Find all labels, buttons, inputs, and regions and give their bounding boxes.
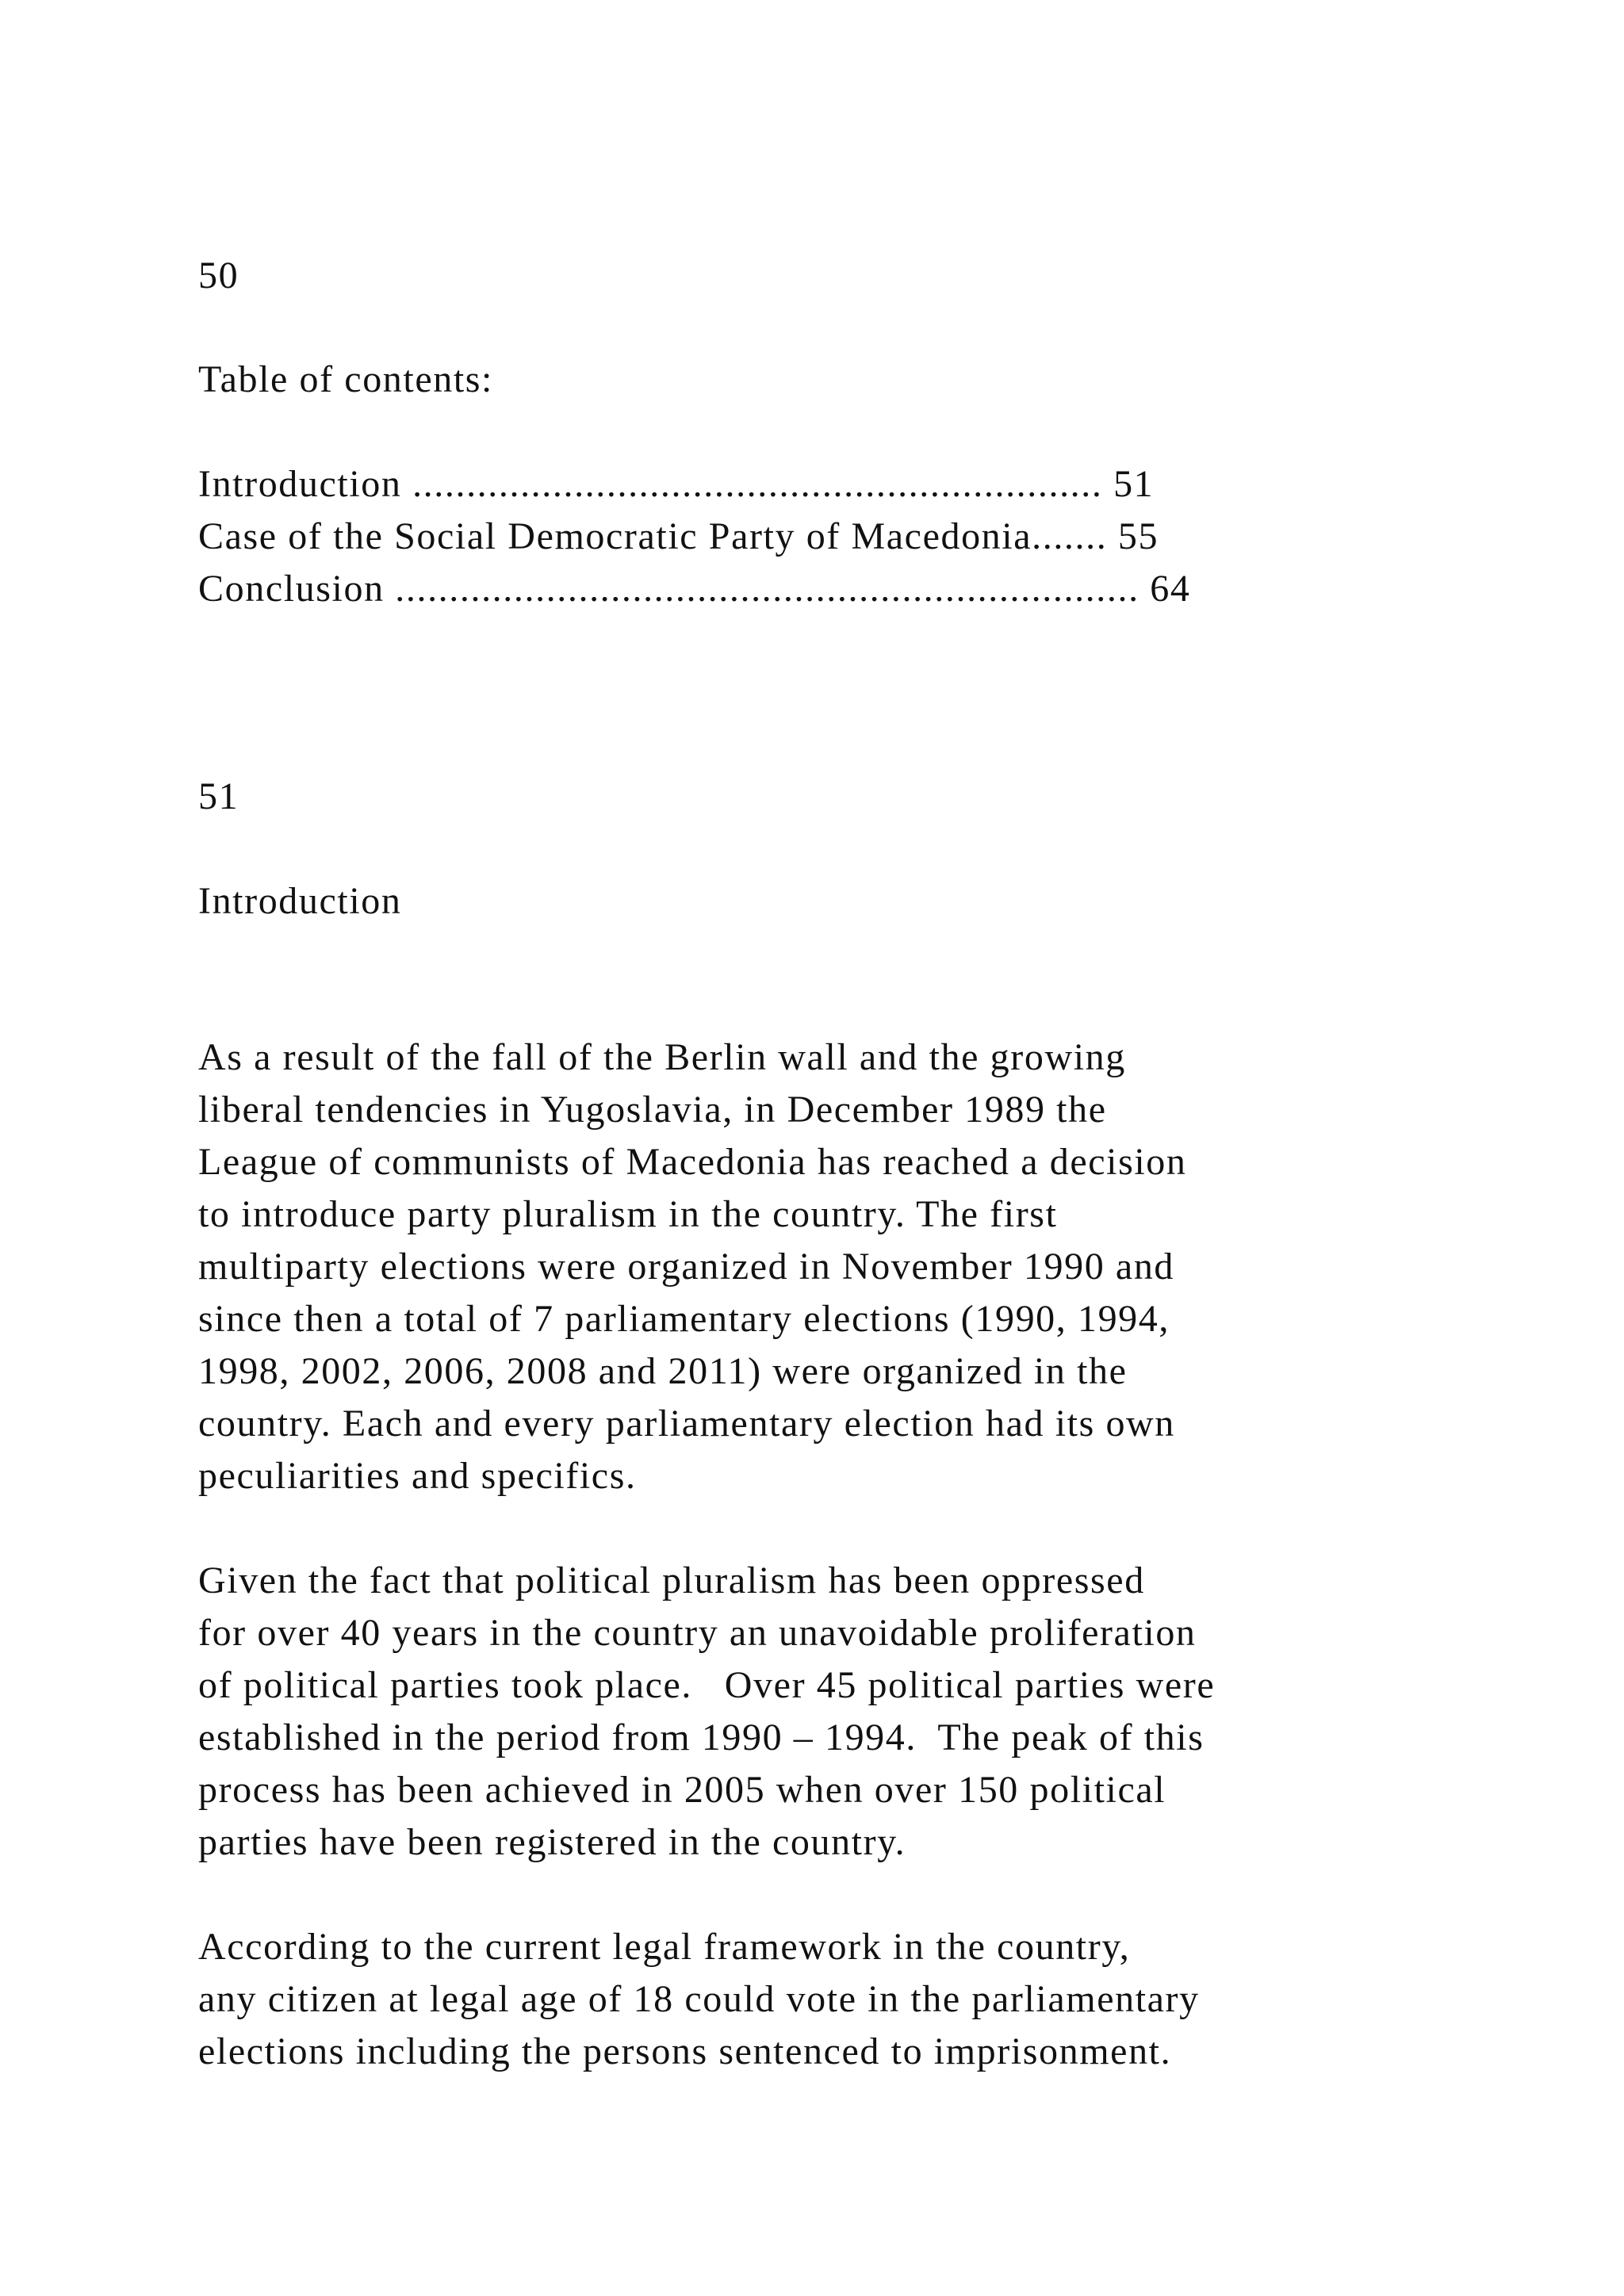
- page-number-51: 51: [198, 775, 239, 817]
- toc-entry-introduction: Introduction ................................................................ 51: [198, 463, 1155, 505]
- paragraph-line: process has been achieved in 2005 when over 150 political: [198, 1769, 1166, 1811]
- paragraph-line: multiparty elections were organized in November 1990 and: [198, 1246, 1175, 1288]
- paragraph-line: According to the current legal framework in the country,: [198, 1926, 1131, 1968]
- paragraph-line: elections including the persons sentenced to imprisonment.: [198, 2030, 1172, 2072]
- paragraph-line: parties have been registered in the country.: [198, 1821, 906, 1863]
- paragraph-line: country. Each and every parliamentary election had its own: [198, 1402, 1175, 1445]
- paragraph-line: any citizen at legal age of 18 could vote in the parliamentary: [198, 1978, 1200, 2020]
- paragraph-line: of political parties took place. Over 45 political parties were: [198, 1664, 1216, 1706]
- toc-entry-conclusion: Conclusion ..................................................................... 64: [198, 568, 1191, 610]
- section-heading-introduction: Introduction: [198, 880, 402, 922]
- paragraph-line: established in the period from 1990 – 1994. The peak of this: [198, 1716, 1205, 1758]
- paragraph-line: 1998, 2002, 2006, 2008 and 2011) were organized in the: [198, 1350, 1128, 1392]
- toc-title: Table of contents:: [198, 358, 493, 400]
- paragraph-line: peculiarities and specifics.: [198, 1455, 637, 1497]
- paragraph-line: As a result of the fall of the Berlin wall and the growing: [198, 1036, 1126, 1078]
- paragraph-line: Given the fact that political pluralism has been oppressed: [198, 1559, 1145, 1601]
- paragraph-line: since then a total of 7 parliamentary elections (1990, 1994,: [198, 1298, 1170, 1340]
- paragraph-line: to introduce party pluralism in the country. The first: [198, 1193, 1058, 1235]
- page-number-50: 50: [198, 254, 239, 297]
- toc-entry-case-sdsm: Case of the Social Democratic Party of Macedonia....... 55: [198, 515, 1159, 557]
- paragraph-line: League of communists of Macedonia has reached a decision: [198, 1141, 1187, 1183]
- paragraph-line: liberal tendencies in Yugoslavia, in December 1989 the: [198, 1089, 1107, 1131]
- paragraph-line: for over 40 years in the country an unavoidable proliferation: [198, 1612, 1197, 1654]
